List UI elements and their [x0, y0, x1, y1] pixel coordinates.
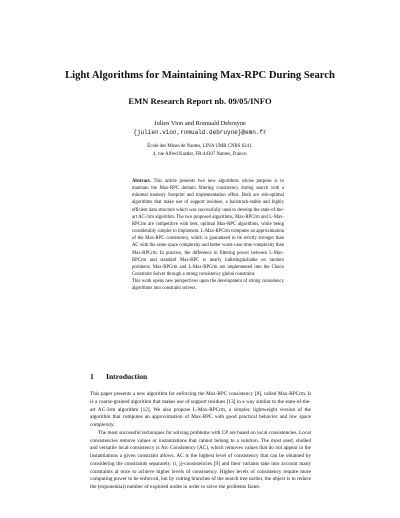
author-names: Julien Vion and Romuald Debruyne [154, 120, 246, 127]
paper-title: Light Algorithms for Maintaining Max-RPC During Search [65, 70, 335, 81]
section-title: Introduction [106, 372, 148, 381]
abstract-label: Abstract. [132, 179, 151, 184]
author-block [60, 120, 340, 137]
intro-paragraph-2: The most successful techniques for solving problems with CP are based on local consistencies. Local consistencies remove values or instantiations that cannot belong to a solution. The most used, studied and versatile local consistency is Arc Consistency (AC), which removes values that do not appear in the instantiations a given constraint allows. AC is the highest level of consistency that can be obtained by considering the constraints separately. (i, j)-consistencies [9] and their variants take into account many constraints at once to achieve higher levels of consistency. Higher levels of consistency require more computing power to be enforced, but by cutting branches of the search tree earlier, the object is to reduce the (exponential) number of explored nodes in order to solve the problems faster. [90, 429, 311, 490]
abstract-text-1: This article presents two new algorithms whose purpose is to maintain the Max-RPC domain filtering consistency during search with a minimal memory footprint and implementation effort. Both are sub-optimal algorithms that make use of support residues, a backtrack-stable and highly efficient data structure which was successfully used to develop the state-of-the-art AC-3rm algorithm. The two proposed algorithms, Max-RPCrm and L-Max-RPCrm are competitive with best, optimal Max-RPC algorithms, while being considerably simpler to implement. L-Max-RPCrm computes an approximation of the Max-RPC consistency, which is guaranteed to be strictly stronger than AC with the same space complexity and better worst-case time complexity than Max-RPCrm. In practice, the difference in filtering power between L-Max-RPCrm and standard Max-RPC is nearly indistinguishable on random problems. Max-RPCrm and L-Max-RPCrm are implemented into the Choco Constraint Solver through a strong consistency global constraint. [132, 179, 284, 278]
abstract [132, 178, 284, 293]
affiliation-line-1: École des Mines de Nantes, LINA UMR CNRS 6241, [147, 144, 253, 149]
report-number: EMN Research Report nb. 09/05/INFO [128, 96, 272, 106]
section-heading [90, 372, 147, 381]
section-number: 1 [90, 372, 94, 381]
abstract-paragraph-1 [132, 178, 284, 278]
abstract-paragraph-2: This work opens new perspectives upon the development of strong consistency algorithms into constraint solvers. [132, 279, 284, 292]
affiliation-line-2: 4, rue Alfred Kastler, FR-44307 Nantes, France. [152, 151, 248, 157]
introduction-body [90, 391, 311, 492]
affiliation [60, 143, 340, 158]
author-emails: {julien.vion,romuald.debruyne}@emn.fr [133, 128, 267, 136]
intro-paragraph-1: This paper presents a new algorithm for enforcing the Max-RPC consistency [8], called Max-RPCrm. It is a coarse-grained algorithm that makes use of support residues [13] in a way similar to the state-of-the-art AC-3rm algorithm [12]. We also propose L-Max-RPCrm, a simpler, lightweight version of the algorithm that computes an approximation of Max-RPC with good practical behavior and low space complexity. [90, 391, 311, 428]
